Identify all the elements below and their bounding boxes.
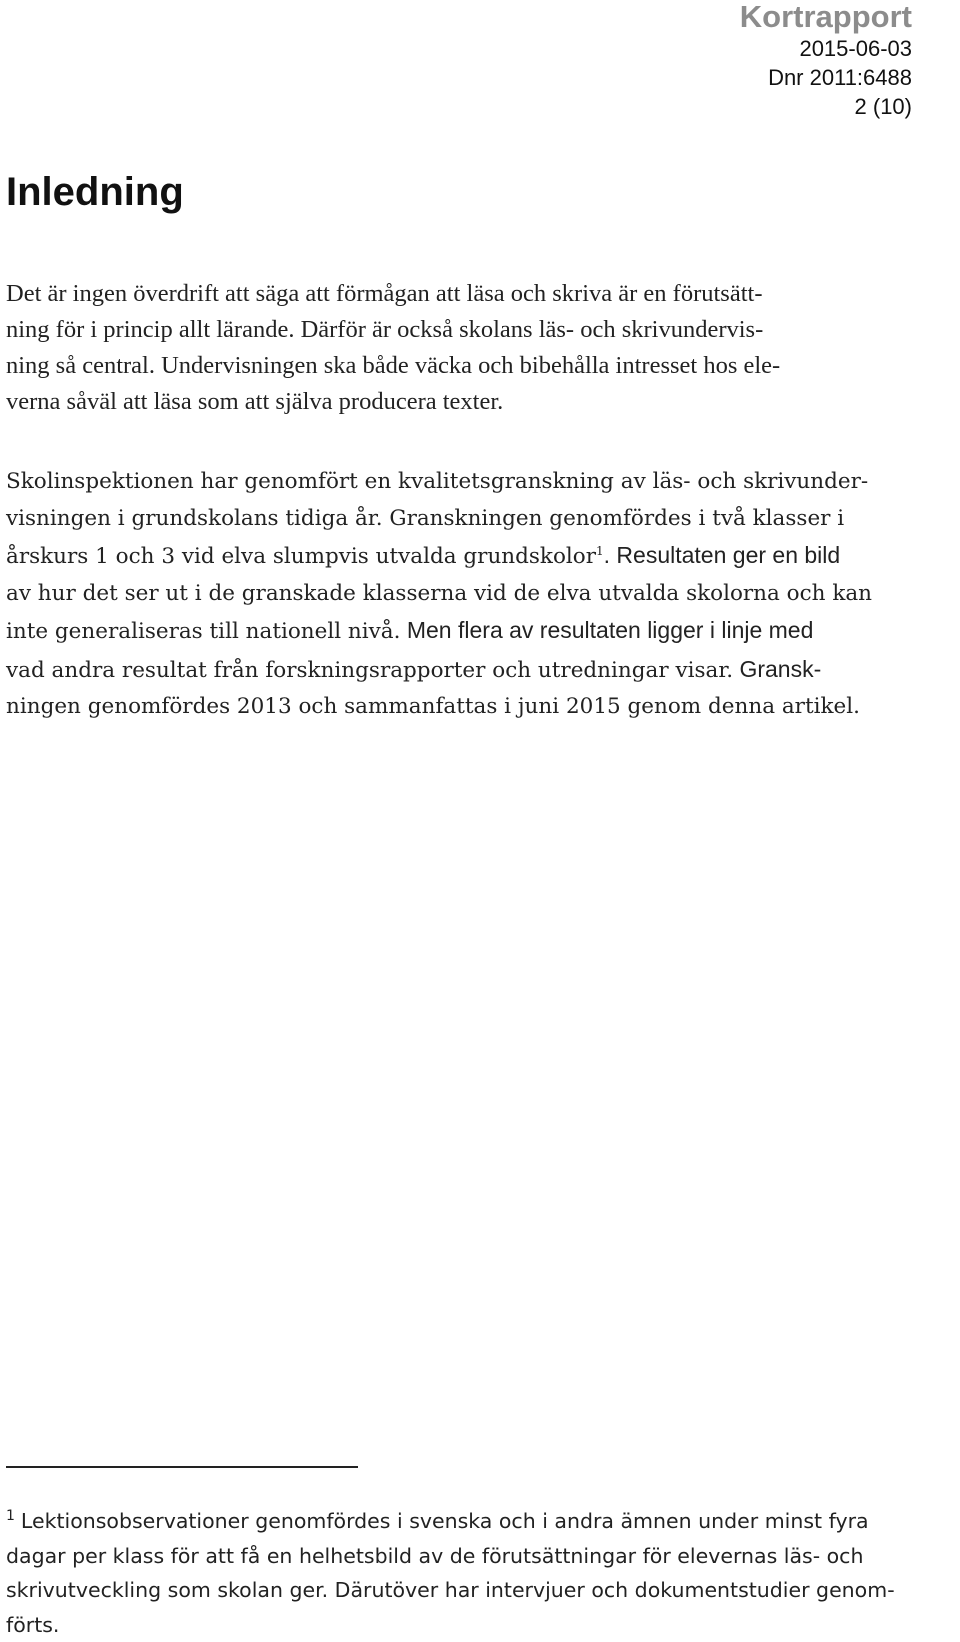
paragraph-text: inte generaliseras till nationell nivå.: [6, 619, 400, 644]
footnote-line: dagar per klass för att få en helhetsbild av de förutsättningar för elevernas läs- och: [6, 1539, 946, 1574]
footnote-marker: 1: [6, 1508, 15, 1524]
footnote-separator: [6, 1466, 358, 1468]
footnote-line: [6, 1504, 946, 1539]
paragraph-line: [6, 612, 946, 651]
paragraph-text: . Resultaten ger en bild: [604, 542, 841, 568]
footnote-text: Lektionsobservationer genomfördes i svenska och i andra ämnen under minst fyra: [21, 1509, 869, 1533]
paragraph-line: ning för i princip allt lärande. Därför är också skolans läs- och skrivundervis-: [6, 312, 946, 348]
document-header: [740, 0, 912, 121]
footnote-line: förts.: [6, 1608, 946, 1642]
paragraph-line: Det är ingen överdrift att säga att förmågan att läsa och skriva är en förutsätt-: [6, 276, 946, 312]
paragraph-text: Gransk-: [733, 656, 821, 682]
footnote: [6, 1504, 946, 1642]
section-heading: Inledning: [6, 168, 184, 216]
paragraph-line: Skolinspektionen har genomfört en kvalitetsgranskning av läs- och skrivunder-: [6, 464, 946, 501]
diary-number: Dnr 2011:6488: [740, 63, 912, 92]
paragraph-text: årskurs 1 och 3 vid elva slumpvis utvalda grundskolor: [6, 544, 596, 569]
paragraph-line: verna såväl att läsa som att själva producera texter.: [6, 384, 946, 420]
scope-paragraph: [6, 464, 946, 726]
paragraph-line: ning så central. Undervisningen ska både väcka och bibehålla intresset hos ele-: [6, 348, 946, 384]
page-number: 2 (10): [740, 92, 912, 121]
paragraph-line: [6, 537, 946, 576]
paragraph-text: Men flera av resultaten ligger i linje med: [400, 617, 813, 643]
paragraph-line: ningen genomfördes 2013 och sammanfattas i juni 2015 genom denna artikel.: [6, 689, 946, 726]
paragraph-line: [6, 651, 946, 690]
footnote-line: skrivutveckling som skolan ger. Därutöver har intervjuer och dokumentstudier genom-: [6, 1573, 946, 1608]
paragraph-line: visningen i grundskolans tidiga år. Granskningen genomfördes i två klasser i: [6, 501, 946, 538]
report-type-title: Kortrapport: [740, 0, 912, 34]
footnote-reference[interactable]: 1: [596, 544, 604, 558]
report-date: 2015-06-03: [740, 34, 912, 63]
intro-paragraph: [6, 276, 946, 420]
paragraph-line: av hur det ser ut i de granskade klasserna vid de elva utvalda skolorna och kan: [6, 576, 946, 613]
paragraph-text: vad andra resultat från forskningsrapporter och utredningar visar.: [6, 658, 733, 683]
